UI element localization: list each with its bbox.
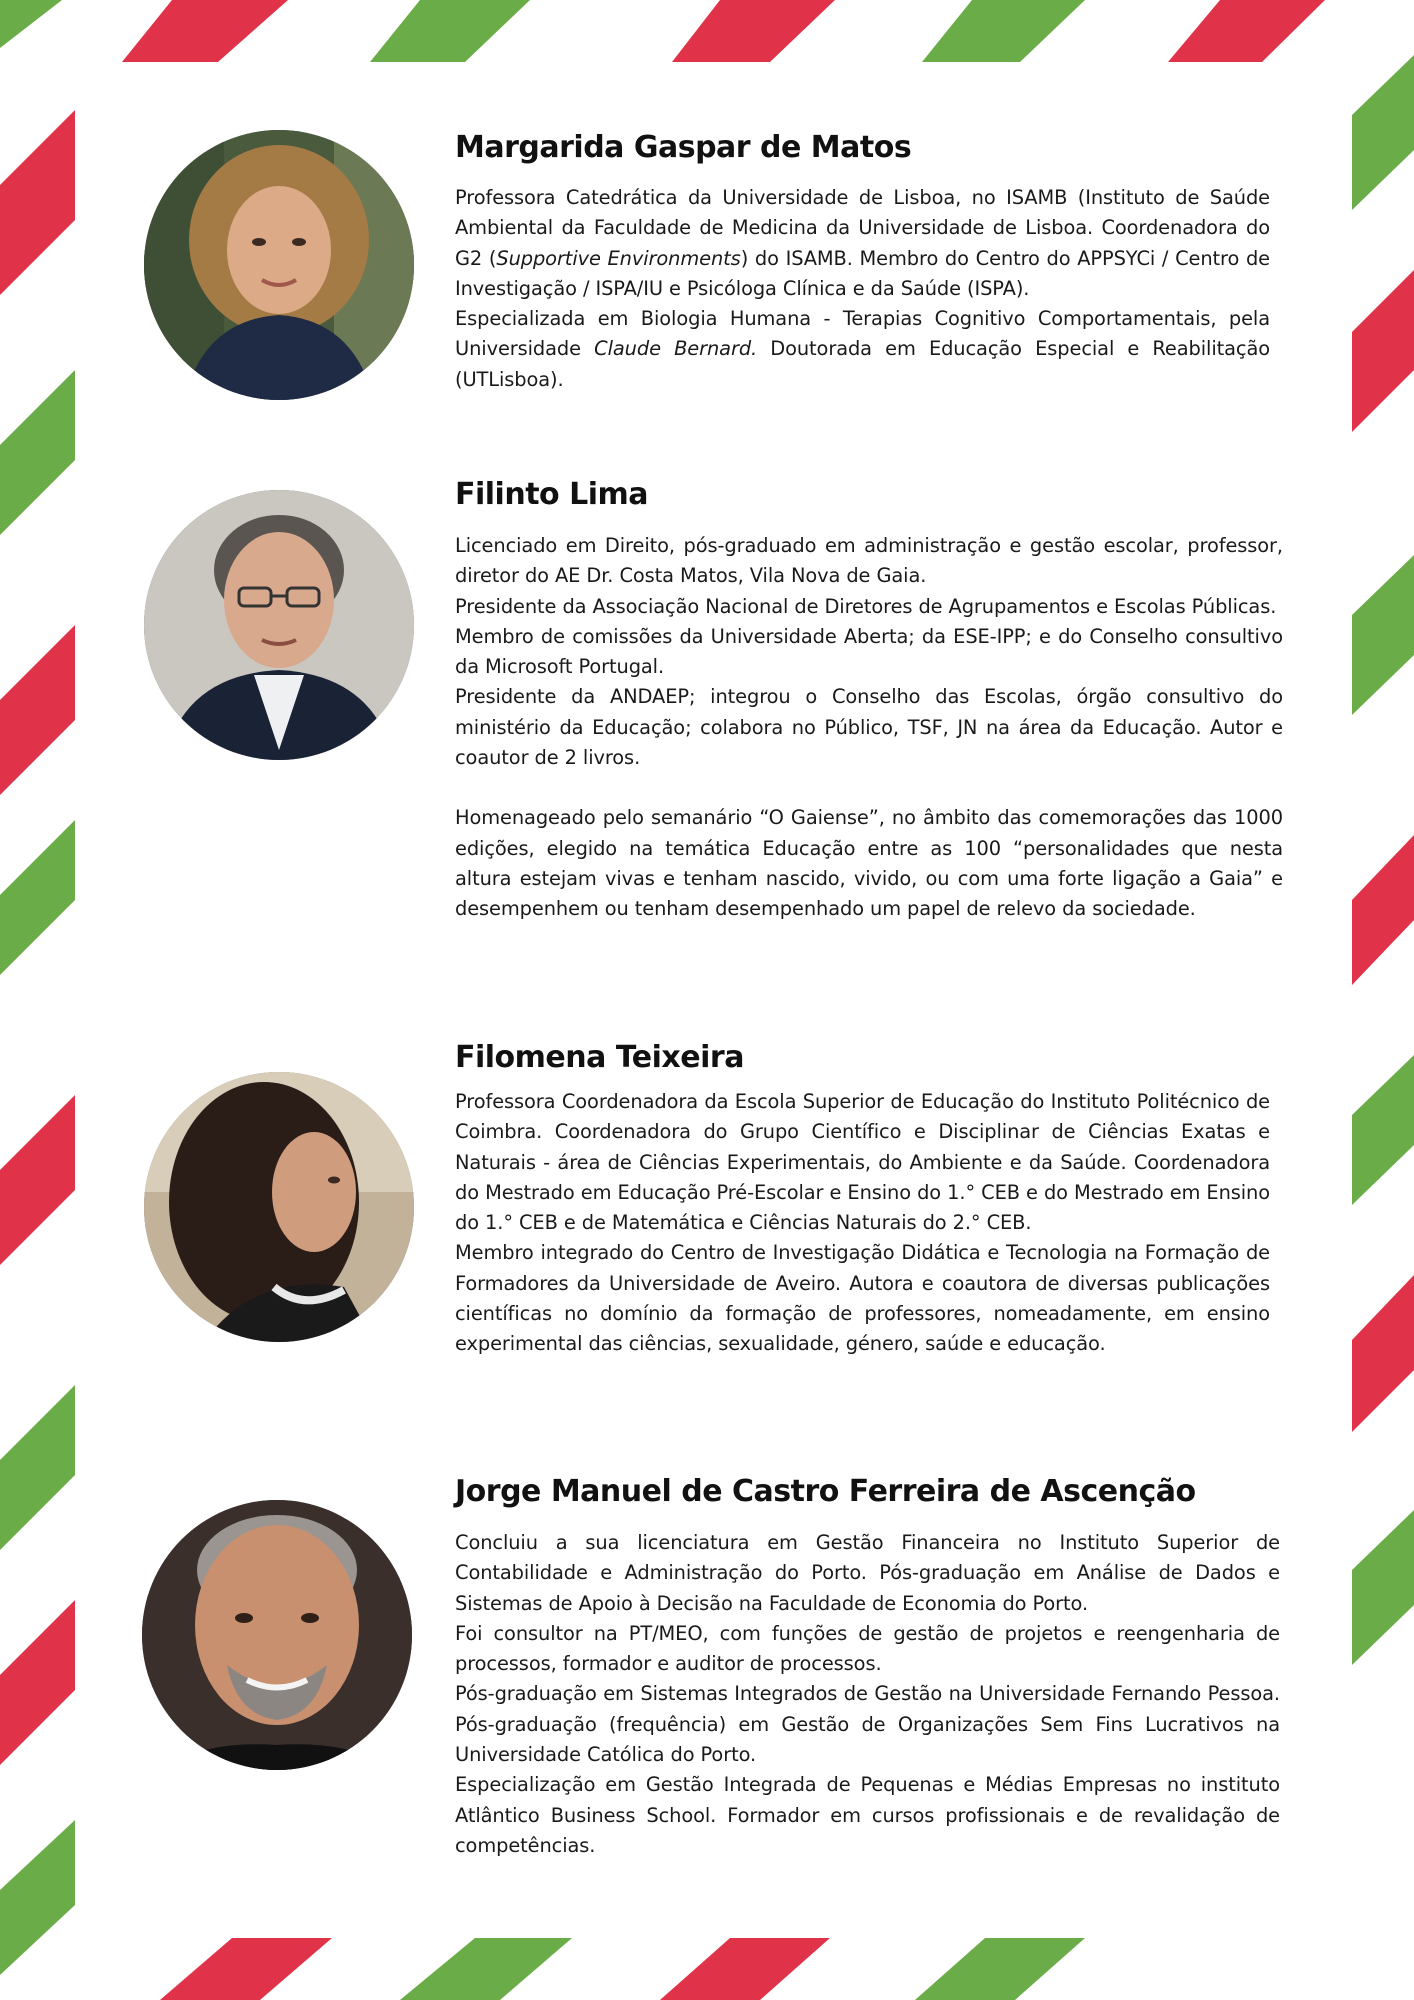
- person-name: Filomena Teixeira: [455, 1040, 744, 1075]
- border-stripe: [0, 625, 75, 795]
- photo-filinto: [144, 490, 414, 760]
- bio-paragraph: [455, 1087, 1270, 1238]
- border-stripe: [0, 1385, 75, 1550]
- bio-text-run: Foi consultor na PT/MEO, com funções de gestão de projetos e reengenharia de processos, formador e auditor de processos.: [455, 1621, 1280, 1676]
- bio-text-run: ) do ISAMB. Membro do Centro do APPSYCi / Centro de Investigação / ISPA/IU e Psicóloga Clínica e da Saúde (ISPA).: [455, 246, 1271, 300]
- border-stripe: [1352, 835, 1414, 985]
- border-stripe: [1352, 270, 1414, 432]
- bio-text-run: Concluiu a sua licenciatura em Gestão Financeira no Instituto Superior de Contabilidade e Administração do Porto. Pós-graduação em Análise de Dados e Sistemas de Apoio à Decisão na Faculdade de Economia do Porto.: [455, 1531, 1280, 1615]
- bio-text-run: Presidente da Associação Nacional de Diretores de Agrupamentos e Escolas Públicas.: [455, 594, 1277, 618]
- bio-paragraph: [455, 531, 1283, 592]
- border-stripe: [922, 0, 1085, 62]
- bio-paragraph: [455, 682, 1283, 773]
- bio-paragraph: [455, 592, 1283, 622]
- person-name: Filinto Lima: [455, 477, 648, 512]
- border-stripe: [0, 110, 75, 295]
- bio-text-run: Doutorada em Educação Especial e Reabilitação (UTLisboa).: [455, 337, 1271, 391]
- bio-text-run: Especializada em Biologia Humana - Terapias Cognitivo Comportamentais, pela Universidade: [455, 307, 1270, 361]
- bio-paragraph: [455, 1770, 1280, 1861]
- border-stripe: [0, 0, 62, 48]
- bio-text: [455, 1528, 1280, 1861]
- bio-paragraph: [455, 1679, 1280, 1770]
- bio-text: [455, 531, 1283, 925]
- bio-text: [455, 1087, 1270, 1360]
- bio-text-run: Membro de comissões da Universidade Aberta; da ESE-IPP; e do Conselho consultivo da Microsoft Portugal.: [455, 624, 1283, 679]
- bio-paragraph: [455, 183, 1270, 304]
- border-stripe: [0, 820, 75, 975]
- border-stripe: [400, 1938, 572, 2000]
- border-stripe: [1352, 555, 1414, 715]
- bio-paragraph: [455, 803, 1283, 924]
- border-stripe: [1168, 0, 1325, 62]
- bio-text-run: Licenciado em Direito, pós-graduado em administração e gestão escolar, professor, diretor do AE Dr. Costa Matos, Vila Nova de Gaia.: [455, 534, 1283, 588]
- border-stripe: [1352, 1055, 1414, 1205]
- bio-text-run: Pós-graduação em Sistemas Integrados de Gestão na Universidade Fernando Pessoa. Pós-graduação (frequência) em Gestão de Organizações Sem Fins Lucrativos na Universidade Católica do Porto.: [455, 1682, 1280, 1767]
- photo-margarida: [144, 130, 414, 400]
- bio-text-run: Especialização em Gestão Integrada de Pequenas e Médias Empresas no instituto Atlântico Business School. Formador em cursos profissionais e de revalidação de competências.: [455, 1773, 1280, 1857]
- bio-italic-text: Supportive Environments: [496, 246, 741, 270]
- bio-text: [455, 183, 1270, 395]
- border-stripe: [160, 1938, 332, 2000]
- photo-jorge: [142, 1500, 412, 1770]
- bio-italic-text: Claude Bernard.: [594, 337, 758, 361]
- border-stripe: [0, 1600, 75, 1765]
- border-stripe: [122, 0, 288, 62]
- border-stripe: [0, 1820, 75, 1975]
- border-stripe: [0, 370, 75, 535]
- border-stripe: [370, 0, 530, 62]
- border-stripe: [915, 1938, 1085, 2000]
- border-stripe: [1352, 55, 1414, 210]
- person-name: Margarida Gaspar de Matos: [455, 130, 912, 165]
- bio-paragraph: [455, 1528, 1280, 1619]
- bio-paragraph: [455, 1619, 1280, 1680]
- bio-text-run: Professora Catedrática da Universidade de Lisboa, no ISAMB (Instituto de Saúde Ambiental da Faculdade de Medicina da Universidade de Lisboa. Coordenadora do G2 (: [455, 186, 1270, 270]
- bio-paragraph: [455, 1238, 1270, 1359]
- border-stripe: [660, 1938, 830, 2000]
- photo-filomena: [144, 1072, 414, 1342]
- border-stripe: [0, 1095, 75, 1265]
- person-name: Jorge Manuel de Castro Ferreira de Ascenção: [455, 1474, 1196, 1509]
- border-stripe: [672, 0, 835, 62]
- bio-text-run: Professora Coordenadora da Escola Superior de Educação do Instituto Politécnico de Coimbra. Coordenadora do Grupo Científico e Disciplinar de Ciências Exatas e Naturais - área de Ciências Experimentais, do Ambiente e da Saúde. Coordenadora do Mestrado em Educação Pré-Escolar e Ensino do 1.° CEB e do Mestrado em Ensino do 1.° CEB e de Matemática e Ciências Naturais do 2.° CEB.: [455, 1090, 1270, 1235]
- bio-paragraph: [455, 622, 1283, 683]
- bio-text-run: Membro integrado do Centro de Investigação Didática e Tecnologia na Formação de Formadores da Universidade de Aveiro. Autora e coautora de diversas publicações científicas no domínio da formação de professores, nomeadamente, em ensino experimental das ciências, sexualidade, género, saúde e educação.: [455, 1241, 1270, 1356]
- border-stripe: [1352, 1510, 1414, 1665]
- bio-text-run: Presidente da ANDAEP; integrou o Conselho das Escolas, órgão consultivo do ministério da Educação; colabora no Público, TSF, JN na área da Educação. Autor e coautor de 2 livros.: [455, 685, 1283, 770]
- bio-text-run: Homenageado pelo semanário “O Gaiense”, no âmbito das comemorações das 1000 edições, elegido na temática Educação entre as 100 “personalidades que nesta altura estejam vivas e tenham nascido, vivido, ou com uma forte ligação a Gaia” e desempenhem ou tenham desempenhado um papel de relevo da sociedade.: [455, 806, 1283, 921]
- bio-paragraph: [455, 304, 1270, 395]
- border-stripe: [1352, 1275, 1414, 1432]
